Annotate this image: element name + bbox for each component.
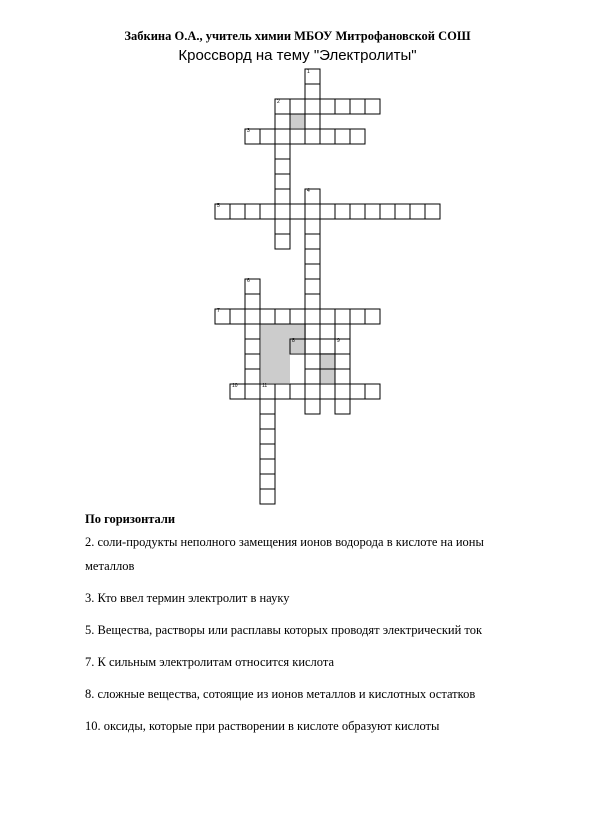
crossword-cell[interactable] bbox=[290, 129, 305, 144]
clue-7: 7. К сильным электролитам относится кислота bbox=[85, 655, 335, 669]
crossword-cell[interactable] bbox=[275, 384, 290, 399]
crossword-cell[interactable] bbox=[335, 99, 350, 114]
crossword-cell[interactable] bbox=[335, 324, 350, 339]
crossword-cell[interactable] bbox=[350, 384, 365, 399]
crossword-cell[interactable] bbox=[365, 384, 380, 399]
crossword-cell[interactable] bbox=[365, 204, 380, 219]
crossword-cells bbox=[215, 69, 440, 504]
crossword-cell[interactable] bbox=[275, 129, 290, 144]
crossword-cell[interactable] bbox=[320, 339, 335, 354]
clues-list bbox=[85, 530, 505, 746]
cell-number-4: 4 bbox=[307, 188, 310, 194]
cell-number-3: 3 bbox=[247, 128, 250, 134]
shaded-cells bbox=[261, 114, 335, 383]
crossword-cell[interactable] bbox=[305, 309, 320, 324]
clue-2: 2. соли-продукты неполного замещения ионов водорода в кислоте на ионы металлов bbox=[85, 535, 484, 573]
crossword-cell[interactable] bbox=[305, 369, 320, 384]
crossword-cell[interactable] bbox=[305, 219, 320, 234]
crossword-cell[interactable] bbox=[245, 384, 260, 399]
crossword-cell[interactable] bbox=[260, 459, 275, 474]
crossword-cell[interactable] bbox=[305, 354, 320, 369]
crossword-cell[interactable] bbox=[305, 129, 320, 144]
crossword-cell[interactable] bbox=[290, 309, 305, 324]
crossword-cell[interactable] bbox=[245, 369, 260, 384]
cell-number-11: 11 bbox=[262, 383, 268, 389]
crossword-cell[interactable] bbox=[290, 204, 305, 219]
crossword-cell[interactable] bbox=[335, 384, 350, 399]
crossword-cell[interactable] bbox=[425, 204, 440, 219]
crossword-cell[interactable] bbox=[260, 444, 275, 459]
crossword-cell[interactable] bbox=[260, 309, 275, 324]
crossword-cell[interactable] bbox=[350, 204, 365, 219]
crossword-cell[interactable] bbox=[305, 399, 320, 414]
cell-number-2: 2 bbox=[277, 99, 280, 105]
crossword-cell[interactable] bbox=[320, 384, 335, 399]
author-line: Забкина О.А., учитель химии МБОУ Митрофановской СОШ bbox=[124, 29, 471, 43]
crossword-cell[interactable] bbox=[260, 204, 275, 219]
crossword-cell[interactable] bbox=[245, 339, 260, 354]
crossword-cell[interactable] bbox=[305, 324, 320, 339]
crossword-cell[interactable] bbox=[365, 309, 380, 324]
crossword-cell[interactable] bbox=[290, 99, 305, 114]
crossword-cell[interactable] bbox=[350, 99, 365, 114]
crossword-cell[interactable] bbox=[320, 129, 335, 144]
crossword-cell[interactable] bbox=[245, 324, 260, 339]
crossword-cell[interactable] bbox=[380, 204, 395, 219]
cell-number-5: 5 bbox=[217, 203, 220, 209]
crossword-cell[interactable] bbox=[335, 369, 350, 384]
crossword-cell[interactable] bbox=[245, 204, 260, 219]
crossword-cell[interactable] bbox=[320, 309, 335, 324]
crossword-cell[interactable] bbox=[305, 339, 320, 354]
clue-3: 3. Кто ввел термин электролит в науку bbox=[85, 591, 290, 605]
crossword-cell[interactable] bbox=[305, 114, 320, 129]
crossword-cell[interactable] bbox=[410, 204, 425, 219]
crossword-cell[interactable] bbox=[335, 309, 350, 324]
clue-8: 8. сложные вещества, сотоящие из ионов металлов и кислотных остатков bbox=[85, 687, 476, 701]
crossword-cell[interactable] bbox=[305, 294, 320, 309]
clue-10: 10. оксиды, которые при растворении в кислоте образуют кислоты bbox=[85, 719, 440, 733]
crossword-cell[interactable] bbox=[275, 219, 290, 234]
crossword-cell[interactable] bbox=[230, 309, 245, 324]
crossword-cell[interactable] bbox=[275, 159, 290, 174]
crossword-cell[interactable] bbox=[260, 414, 275, 429]
crossword-cell[interactable] bbox=[305, 234, 320, 249]
crossword-cell[interactable] bbox=[305, 279, 320, 294]
crossword-cell[interactable] bbox=[245, 354, 260, 369]
crossword-cell[interactable] bbox=[335, 399, 350, 414]
crossword-cell[interactable] bbox=[320, 204, 335, 219]
cell-number-10: 10 bbox=[232, 383, 238, 389]
crossword-cell[interactable] bbox=[260, 399, 275, 414]
crossword-cell[interactable] bbox=[245, 309, 260, 324]
crossword-cell[interactable] bbox=[305, 264, 320, 279]
crossword-cell[interactable] bbox=[305, 204, 320, 219]
crossword-cell[interactable] bbox=[275, 234, 290, 249]
cell-number-7: 7 bbox=[217, 308, 220, 314]
crossword-cell[interactable] bbox=[230, 204, 245, 219]
crossword-cell[interactable] bbox=[275, 204, 290, 219]
crossword-cell[interactable] bbox=[260, 429, 275, 444]
crossword-cell[interactable] bbox=[275, 189, 290, 204]
crossword-cell[interactable] bbox=[275, 114, 290, 129]
crossword-cell[interactable] bbox=[260, 489, 275, 504]
crossword-cell[interactable] bbox=[305, 99, 320, 114]
crossword-cell[interactable] bbox=[305, 84, 320, 99]
crossword-title: Кроссворд на тему "Электролиты" bbox=[178, 47, 417, 64]
cell-number-9: 9 bbox=[337, 338, 340, 344]
clue-5: 5. Вещества, растворы или расплавы которых проводят электрический ток bbox=[85, 623, 483, 637]
crossword-cell[interactable] bbox=[290, 384, 305, 399]
crossword-cell[interactable] bbox=[350, 309, 365, 324]
crossword-cell[interactable] bbox=[275, 309, 290, 324]
crossword-cell[interactable] bbox=[275, 144, 290, 159]
clues-heading: По горизонтали bbox=[85, 512, 176, 526]
crossword-cell[interactable] bbox=[365, 99, 380, 114]
crossword-cell[interactable] bbox=[395, 204, 410, 219]
crossword-cell[interactable] bbox=[335, 204, 350, 219]
crossword-cell[interactable] bbox=[305, 384, 320, 399]
crossword-cell[interactable] bbox=[335, 129, 350, 144]
cell-number-6: 6 bbox=[247, 278, 250, 284]
crossword-cell[interactable] bbox=[275, 174, 290, 189]
crossword-cell[interactable] bbox=[245, 294, 260, 309]
crossword-cell[interactable] bbox=[320, 99, 335, 114]
crossword-cell[interactable] bbox=[260, 129, 275, 144]
crossword-cell[interactable] bbox=[305, 249, 320, 264]
cell-number-8: 8 bbox=[292, 338, 295, 344]
cell-number-1: 1 bbox=[307, 69, 310, 75]
crossword-cell[interactable] bbox=[260, 474, 275, 489]
crossword-cell[interactable] bbox=[350, 129, 365, 144]
crossword-cell[interactable] bbox=[335, 354, 350, 369]
